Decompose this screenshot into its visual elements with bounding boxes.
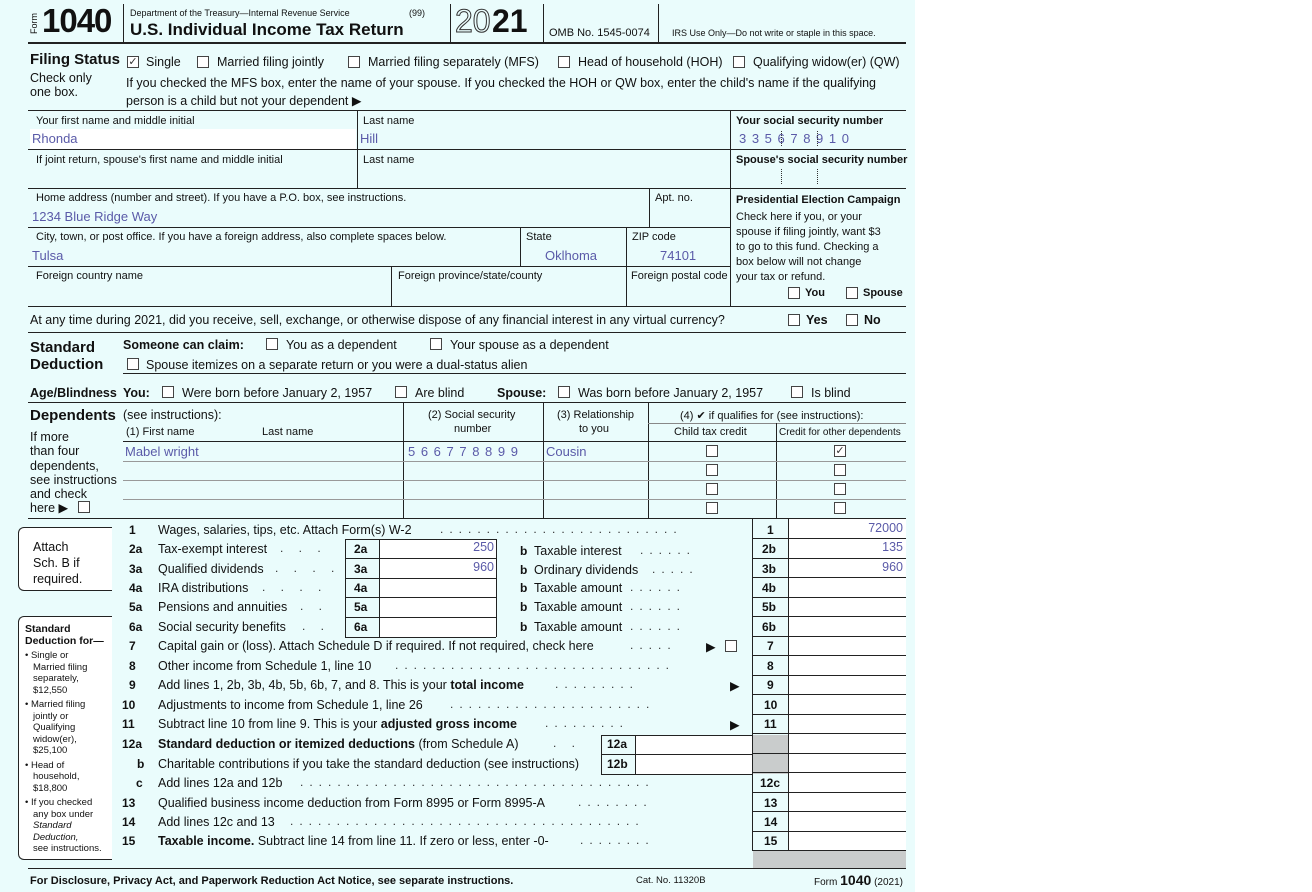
line-1-text: Wages, salaries, tips, etc. Attach Form(s) W-2 [158, 523, 412, 537]
dep-col3b: to you [579, 423, 609, 435]
spouse-blind-label: Is blind [811, 386, 851, 400]
line-3b-num: b [520, 563, 528, 577]
dep-ctc-checkbox[interactable] [706, 445, 718, 457]
line-4a-num: 4a [129, 581, 143, 595]
line-3a-amount[interactable]: 960 [473, 560, 494, 574]
line-3b-amount[interactable]: 960 [882, 560, 903, 574]
mfs-instruction-2: person is a child but not your dependent ▶ [126, 94, 362, 108]
line-5b-box: 5b [762, 600, 777, 614]
dep-col1b: Last name [262, 426, 314, 438]
line-8-text: Other income from Schedule 1, line 10 [158, 659, 372, 673]
single-checkbox[interactable]: ✓ [128, 56, 138, 68]
line-12c-box: 12c [760, 776, 781, 790]
dependents-side-note: If more than four dependents, see instructions and check here ▶ [30, 430, 117, 516]
line-12b-text: Charitable contributions if you take the standard deduction (see instructions) [158, 757, 580, 771]
first-name-label: Your first name and middle initial [36, 115, 195, 127]
state-input[interactable]: Oklhoma [545, 248, 598, 263]
line-12b-num: b [137, 757, 145, 771]
code: (99) [409, 8, 426, 18]
line-14-num: 14 [122, 815, 136, 829]
check-note-2: one box. [30, 85, 78, 99]
line-5a-box: 5a [354, 600, 368, 614]
line-4b-text: Taxable amount [534, 581, 623, 595]
dep-col2b: number [454, 423, 492, 435]
zip-input[interactable]: 74101 [660, 248, 697, 263]
mfj-label: Married filing jointly [217, 55, 324, 69]
line-14-box: 14 [764, 815, 778, 829]
dep-name[interactable]: Mabel wright [125, 444, 199, 459]
line-13-num: 13 [122, 796, 136, 810]
dep-odc-checkbox[interactable] [834, 464, 846, 476]
line-4a-box: 4a [354, 581, 368, 595]
line-12a-box: 12a [607, 737, 628, 751]
line-10-num: 10 [122, 698, 136, 712]
spouse-born-label: Was born before January 2, 1957 [578, 386, 764, 400]
last-name-input[interactable]: Hill [360, 131, 379, 146]
line-3b-box: 3b [762, 562, 777, 576]
campaign-text: Check here if you, or your spouse if filing jointly, want $3 to go to this fund. Checking a box below will not change your tax or refund. [736, 211, 881, 283]
line-3a-num: 3a [129, 562, 143, 576]
filing-status-title: Filing Status [30, 51, 120, 68]
spouse-itemizes-checkbox[interactable] [127, 358, 139, 370]
spouse-first-label: If joint return, spouse's first name and middle initial [36, 154, 283, 166]
line-5a-text: Pensions and annuities [158, 600, 288, 614]
virtual-no-checkbox[interactable] [846, 314, 858, 326]
born-before-checkbox[interactable] [162, 386, 174, 398]
omb-number: OMB No. 1545-0074 [549, 27, 650, 39]
line-6a-text: Social security benefits [158, 620, 286, 634]
dep-odc-checkbox[interactable] [834, 483, 846, 495]
line-6b-num: b [520, 620, 528, 634]
line-2b-text: Taxable interest [534, 544, 622, 558]
line-4a-text: IRA distributions [158, 581, 249, 595]
virtual-yes-checkbox[interactable] [788, 314, 800, 326]
virtual-question: At any time during 2021, did you receive, sell, exchange, or otherwise dispose of any financial interest in any virtual currency? [30, 313, 725, 327]
line-1-box: 1 [767, 523, 774, 537]
qw-label: Qualifying widow(er) (QW) [753, 55, 900, 69]
virtual-yes-label: Yes [806, 313, 828, 327]
more-dependents-checkbox[interactable] [78, 501, 90, 513]
irs-use-only: IRS Use Only—Do not write or staple in this space. [672, 28, 876, 38]
line-3b-text: Ordinary dividends [534, 563, 639, 577]
line-2b-num: b [520, 544, 528, 558]
line-6a-num: 6a [129, 620, 143, 634]
dep-ctc-checkbox[interactable] [706, 483, 718, 495]
line-8-box: 8 [767, 659, 774, 673]
dependents-title: Dependents [30, 407, 116, 424]
dep-relationship[interactable]: Cousin [546, 444, 587, 459]
attach-note-box: Attach Sch. B if required. [18, 527, 112, 591]
campaign-you-label: You [805, 287, 825, 299]
check-note-1: Check only [30, 71, 92, 85]
campaign-title: Presidential Election Campaign [736, 194, 901, 206]
line-14-text: Add lines 12c and 13 [158, 815, 275, 829]
age-title: Age/Blindness [30, 386, 117, 400]
dep-ssn[interactable]: 5 6 6 7 7 8 8 9 9 [408, 444, 519, 459]
line-12b-box: 12b [607, 757, 628, 771]
line-10-text: Adjustments to income from Schedule 1, line 26 [158, 698, 423, 712]
line-9-text: Add lines 1, 2b, 3b, 4b, 5b, 6b, 7, and 8. This is your total income [158, 678, 524, 692]
hoh-checkbox[interactable] [558, 56, 570, 68]
line-13-box: 13 [764, 796, 778, 810]
dependents-see: (see instructions): [123, 408, 222, 422]
address-label: Home address (number and street). If you have a P.O. box, see instructions. [36, 192, 407, 204]
footer-cat: Cat. No. 11320B [636, 875, 706, 886]
line-7-text: Capital gain or (loss). Attach Schedule D if required. If not required, check here [158, 639, 594, 653]
you-blind-checkbox[interactable] [395, 386, 407, 398]
line-9-box: 9 [767, 678, 774, 692]
dep-ctc-checkbox[interactable] [706, 464, 718, 476]
campaign-you-checkbox[interactable] [788, 287, 800, 299]
line-12c-text: Add lines 12a and 12b [158, 776, 283, 790]
line-6a-box: 6a [354, 620, 368, 634]
foreign-postal-label: Foreign postal code [631, 270, 728, 282]
line-3a-box: 3a [354, 562, 368, 576]
qw-checkbox[interactable] [733, 56, 745, 68]
virtual-no-label: No [864, 313, 881, 327]
line-13-text: Qualified business income deduction from Form 8995 or Form 8995-A [158, 796, 545, 810]
line-11-num: 11 [122, 717, 135, 731]
spouse-itemizes-label: Spouse itemizes on a separate return or you were a dual-status alien [146, 358, 528, 372]
line-12c-num: c [136, 776, 143, 790]
zip-label: ZIP code [632, 231, 676, 243]
line-2b-amount[interactable]: 135 [882, 540, 903, 554]
line-5b-text: Taxable amount [534, 600, 623, 614]
line-2a-text: Tax-exempt interest [158, 542, 268, 556]
line-15-num: 15 [122, 834, 136, 848]
line-4b-box: 4b [762, 581, 777, 595]
line-15-text: Taxable income. Subtract line 14 from line 11. If zero or less, enter -0- [158, 834, 549, 848]
line-5a-num: 5a [129, 600, 143, 614]
footer-form: Form 1040 (2021) [814, 872, 903, 888]
first-name-input[interactable]: Rhonda [32, 131, 78, 146]
line-4b-num: b [520, 581, 528, 595]
city-input[interactable]: Tulsa [32, 248, 64, 263]
dep-col2a: (2) Social security [428, 409, 516, 421]
spouse-dependent-label: Your spouse as a dependent [450, 338, 609, 352]
line-1-amount[interactable]: 72000 [868, 521, 903, 535]
spouse-blind-checkbox[interactable] [791, 386, 803, 398]
spouse-dependent-checkbox[interactable] [430, 338, 442, 350]
hoh-label: Head of household (HOH) [578, 55, 723, 69]
dep-col4b: Credit for other dependents [779, 427, 901, 438]
single-label: Single [146, 55, 181, 69]
foreign-province-label: Foreign province/state/county [398, 270, 543, 282]
campaign-spouse-label: Spouse [863, 287, 903, 299]
line-12a-text: Standard deduction or itemized deductions (from Schedule A) [158, 737, 519, 751]
standard-title-2: Deduction [30, 356, 104, 373]
dep-ctc-checkbox[interactable] [706, 502, 718, 514]
age-spouse: Spouse: [497, 386, 547, 400]
year-bold: 21 [492, 3, 528, 39]
form-1040: Form 1040 Department of the Treasury—Internal Revenue Service (99) U.S. Individual Income Tax Return 20 21 OMB No. 1545-0074 IRS Use Only—Do not write or staple in this space. Filing Status Check only one box. ✓ Single Married filing jointly Married filing separately (MFS) Head of household (HOH) Qualifying widow(er) (QW) If you checked the MFS box, enter the name of your spouse. If you checked the HOH or QW box, enter the child's name if the qualifying person is a child but not your dependent ▶ Your first name and middle initial Rhonda Last name Hill Your social security number 3 3 5 6 7 8 9 1 0 If joint return, spouse's first name and middle initial Last name Spouse's social security number Home address (number and street). If you have a P.O. box, see instructions. 1234 Blue Ridge Way Apt. no. City, town, or post office. If you have a foreign address, also complete spaces below. Tulsa State Oklhoma ZIP code 74101 Foreign country name Foreign province/state/county Foreign postal code Presidential Election Campaign Check here if you, or your spouse if filing jointly, want $3 to go to this fund. Checking a box below will not change your tax or refund. You Spouse At any time during 2021, did you receive, sell, exchange, or otherwise dispose of any financial interest in any virtual currency? Yes No Standard Deduction Someone can claim: You as a dependent Your spouse as a dependent Spouse itemizes on a separate return or you were a dual-status alien Age/Blindness You: Were born before January 2, 1957 Are blind Spouse: Was born before January 2, 1957 Is blind Dependents (see instructions): (1) First name Last name (2) Social security number (3) Relationship to you (4) ✔ if qualifies for (see instructions): Child tax credit Credit for other dependents If more than four dependents, see instructions and check here ▶ Mabel wright 5 6 6 7 7 8 8 9 9 Cousin ✓ Attach Sch. B if required. Standard Deduction for— • Single or Married filing separately, $12,550 • Married filing jointly or Qualifying widow(er), $25,100 • Head of household, $18,800 • If you checked any box under Standard Deduction, see instructions. 1 Wages, salaries, tips, etc. Attach Form(s) W-2 .......................... 1 72000 2a Tax-exempt interest . . . 2a 250 b Taxable interest ...... 2b 135 3a Qualified dividends . . . . 3a 960 b Ordinary dividends ..... 3b 960 4a IRA distributions . . . . 4a b Taxable amount ...... 4b 5a Pensions and annuities . . 5a b Taxable amount ...... 5b 6a Social security benefits . . 6a b Taxable amount ...... 6b 7 Capital gain or (loss). Attach Schedule D if required. If not required, check here ..... ▶ 7 8 Other income from Schedule 1, line 10 .............................. 8 9 Add lines 1, 2b, 3b, 4b, 5b, 6b, 7, and 8. This is your total income ......... ▶ 9 10 Adjustments to income from Schedule 1, line 26 ...................... 10 11 Subtract line 10 from line 9. This is your adjusted gross income ......... ▶ 11 12a Standard deduction or itemized deductions (from Schedule A) . . 12a b Charitable contributions if you take the standard deduction (see instructions) 12b c Add lines 12a and 12b ...................................... 12c 13 Qualified business income deduction from Form 8995 or Form 8995-A ........ 13 14 Add lines 12c and 13 ...................................... 14 15 Taxable income. Subtract line 14 from line 11. If zero or less, enter -0- ........ 15 For Disclosure, Privacy Act, and Paperwork Reduction Act Notice, see separate instructions. Cat. No. 11320B Form 1040 (2021) [0, 0, 915, 892]
line-15-box: 15 [764, 834, 778, 848]
line-9-num: 9 [129, 678, 136, 692]
footer-notice: For Disclosure, Privacy Act, and Paperwork Reduction Act Notice, see separate instructions. [30, 875, 514, 887]
spouse-born-checkbox[interactable] [558, 386, 570, 398]
last-name-label: Last name [363, 115, 415, 127]
standard-deduction-box: Standard Deduction for— • Single or Married filing separately, $12,550 • Married filing jointly or Qualifying widow(er), $25,100 • Head of household, $18,800 • If you checked any box under Standard Deduction, see instructions. [18, 616, 112, 860]
campaign-spouse-checkbox[interactable] [846, 287, 858, 299]
standard-title-1: Standard [30, 339, 96, 356]
line-5b-num: b [520, 600, 528, 614]
mfs-checkbox[interactable] [348, 56, 360, 68]
spouse-ssn-label: Spouse's social security number [736, 154, 908, 166]
you-dependent-label: You as a dependent [286, 338, 397, 352]
dep-odc-checkbox[interactable] [834, 502, 846, 514]
line-2a-amount[interactable]: 250 [473, 540, 494, 554]
someone-can-claim: Someone can claim: [123, 338, 244, 352]
age-you: You: [123, 386, 150, 400]
line-2a-num: 2a [129, 542, 143, 556]
line-11-box: 11 [764, 717, 777, 731]
line-10-box: 10 [764, 698, 778, 712]
born-before-label: Were born before January 2, 1957 [182, 386, 373, 400]
line-1-num: 1 [129, 523, 136, 537]
line-7-checkbox[interactable] [725, 640, 737, 652]
form-number: 1040 [42, 2, 112, 39]
line-12a-num: 12a [122, 737, 143, 751]
foreign-country-label: Foreign country name [36, 270, 143, 282]
ssn-label: Your social security number [736, 115, 884, 127]
line-6b-box: 6b [762, 620, 777, 634]
line-7-box: 7 [767, 639, 774, 653]
line-11-text: Subtract line 10 from line 9. This is your adjusted gross income [158, 717, 517, 731]
dep-col4a: Child tax credit [674, 426, 747, 438]
department: Department of the Treasury—Internal Revenue Service [130, 8, 350, 18]
dep-col1: (1) First name [126, 426, 195, 438]
line-8-num: 8 [129, 659, 136, 673]
you-dependent-checkbox[interactable] [266, 338, 278, 350]
line-6b-text: Taxable amount [534, 620, 623, 634]
form-word: Form [29, 13, 39, 34]
mfj-checkbox[interactable] [197, 56, 209, 68]
line-2a-box: 2a [354, 542, 368, 556]
line-7-num: 7 [129, 639, 136, 653]
mfs-label: Married filing separately (MFS) [368, 55, 539, 69]
line-3a-text: Qualified dividends [158, 562, 264, 576]
mfs-instruction-1: If you checked the MFS box, enter the name of your spouse. If you checked the HOH or QW box, enter the child's name if the qualifying [126, 76, 876, 90]
spouse-last-label: Last name [363, 154, 415, 166]
apt-label: Apt. no. [655, 192, 693, 204]
year-outline: 20 [455, 3, 491, 39]
address-input[interactable]: 1234 Blue Ridge Way [32, 209, 158, 224]
you-blind-label: Are blind [415, 386, 465, 400]
form-title: U.S. Individual Income Tax Return [130, 20, 404, 39]
dep-col4: (4) ✔ if qualifies for (see instructions): [680, 410, 864, 422]
line-2b-box: 2b [762, 542, 777, 556]
ssn-input[interactable]: 3 3 5 6 7 8 9 1 0 [739, 131, 850, 146]
dep-odc-checkbox[interactable]: ✓ [835, 445, 845, 457]
state-label: State [526, 231, 552, 243]
dep-col3a: (3) Relationship [557, 409, 635, 421]
city-label: City, town, or post office. If you have a foreign address, also complete spaces below. [36, 231, 447, 243]
